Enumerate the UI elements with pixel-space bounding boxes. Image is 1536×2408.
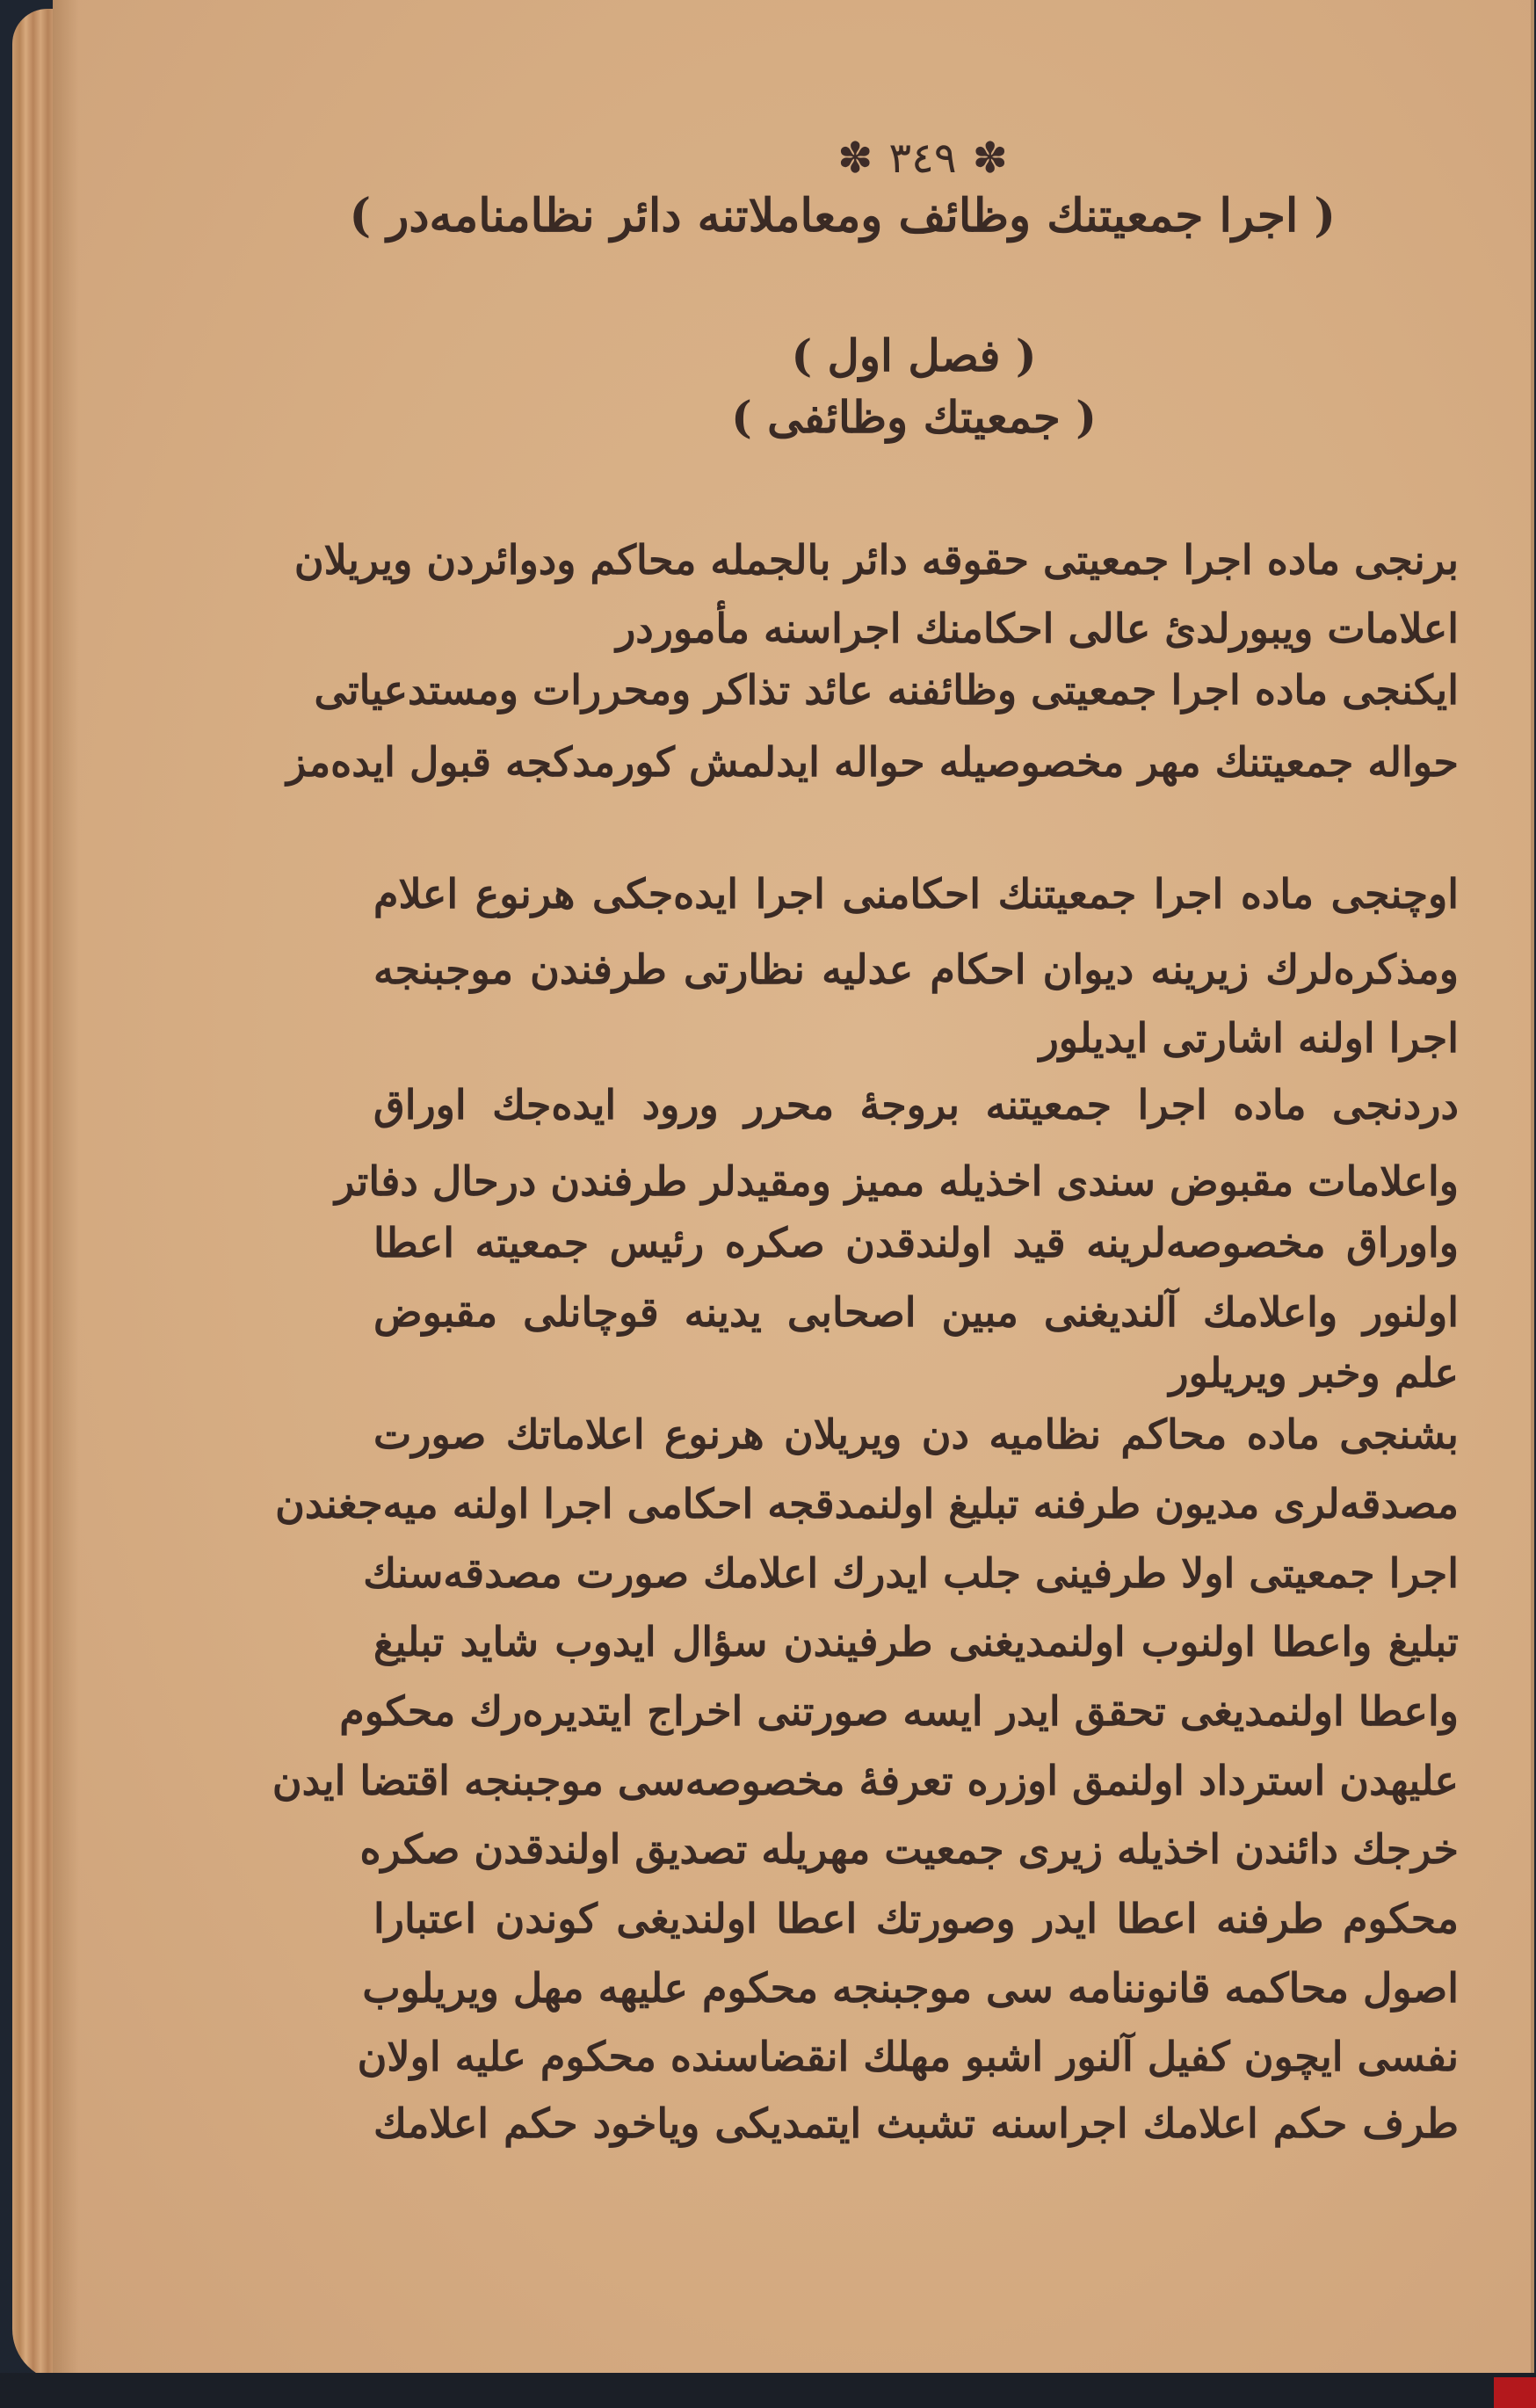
text-line: اولنور واعلامك آلندیغنی مبین اصحابی یدینه قوچانلی مقبوض xyxy=(373,1288,1459,1336)
text-line: واعلامات مقبوض سندی اخذیله ممیز ومقیدلر طرفندن درحال دفاتر xyxy=(335,1157,1459,1205)
left-star-ornament-icon: ✽ xyxy=(837,134,873,183)
text-line: واوراق مخصوصه‌لرینه قید اولندقدن صکره رئیس جمعیته اعطا xyxy=(373,1219,1459,1266)
text-line: برنجی ماده اجرا جمعیتی حقوقه دائر بالجمله محاکم ودوائردن ویریلان xyxy=(293,536,1459,584)
right-star-ornament-icon: ✽ xyxy=(972,134,1008,183)
color-calibration-patch xyxy=(1494,2377,1536,2408)
text-line: تبلیغ واعطا اولنوب اولنمدیغنی طرفیندن سؤال ایدوب شاید تبلیغ xyxy=(373,1618,1459,1665)
scan-bottom-strip xyxy=(0,2373,1536,2408)
page-number-header xyxy=(808,127,1037,189)
text-line: اصول محاکمه قانوننامه سی موجبنجه محکوم علیهه مهل ویریلوب xyxy=(362,1964,1459,2012)
text-line: واعطا اولنمدیغی تحقق ایدر ایسه صورتنی اخراج ایتدیره‌رك محکوم xyxy=(339,1687,1459,1735)
text-line: اعلامات ویبورلدیٔ عالی احکامنك اجراسنه مأموردر xyxy=(616,605,1459,652)
text-line: ایکنجی ماده اجرا جمعیتی وظائفنه عائد تذاکر ومحررات ومستدعیاتی xyxy=(314,666,1459,714)
text-line: اجرا جمعیتی اولا طرفینی جلب ایدرك اعلامك صورت مصدقه‌سنك xyxy=(363,1549,1459,1597)
text-line: بشنجی ماده محاکم نظامیه دن ویریلان هرنوع اعلاماتك صورت xyxy=(373,1411,1459,1458)
text-line: نفسی ایچون کفیل آلنور اشبو مهلك انقضاسنده محکوم علیه اولان xyxy=(357,2033,1459,2080)
text-line: محکوم طرفنه اعطا ایدر وصورتك اعطا اولندیغی کوندن اعتبارا xyxy=(373,1895,1459,1942)
chapter-subtitle: ( جمعیتك وظائفی ) xyxy=(731,391,1097,443)
chapter-heading: ( فصل اول ) xyxy=(791,330,1037,381)
text-line: علم وخبر ویریلور xyxy=(1169,1349,1459,1396)
text-line: دردنجی ماده اجرا جمعیتنه بروجهٔ محرر ورود ایده‌جك اوراق xyxy=(373,1081,1459,1128)
text-line: حواله جمعیتنك مهر مخصوصیله حواله ایدلمش کورمدکجه قبول ایده‌مز xyxy=(286,738,1459,786)
text-line: طرف حکم اعلامك اجراسنه تشبث ایتمدیکی ویاخود حکم اعلامك xyxy=(373,2100,1459,2147)
text-line: اوچنجی ماده اجرا جمعیتنك احکامنی اجرا ایده‌جکی هرنوع اعلام xyxy=(373,870,1459,918)
text-line: ومذکره‌لرك زیرینه دیوان احکام عدلیه نظارتی طرفندن موجبنجه xyxy=(373,946,1459,993)
page-number: ٣٤٩ xyxy=(888,134,957,183)
section-title: ( اجرا جمعیتنك وظائف ومعاملاتنه دائر نظامنامه‌در ) xyxy=(349,189,1336,243)
text-line: اجرا اولنه اشارتی ایدیلور xyxy=(1039,1014,1459,1062)
text-line: خرجك دائندن اخذیله زیری جمعیت مهریله تصدیق اولندقدن صکره xyxy=(359,1825,1459,1873)
text-line: مصدقه‌لری مدیون طرفنه تبلیغ اولنمدقجه احکامی اجرا اولنه میه‌جغندن xyxy=(275,1480,1459,1527)
text-line: علیهدن استرداد اولنمق اوزره تعرفهٔ مخصوصه‌سی موجبنجه اقتضا ایدن xyxy=(272,1757,1459,1804)
